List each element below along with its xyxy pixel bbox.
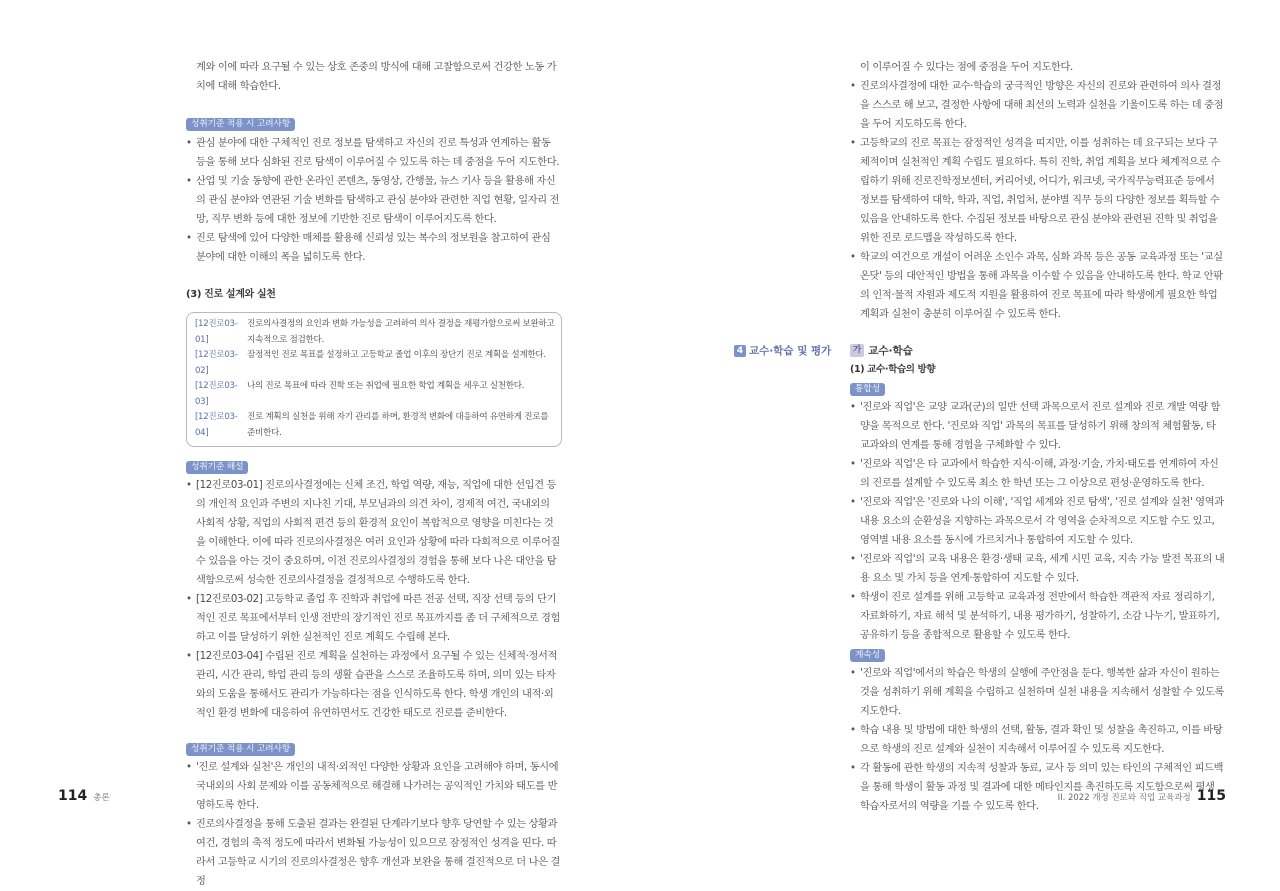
- right-page: [640, 0, 1280, 838]
- list-item: • 고등학교의 진로 목표는 잠정적인 성격을 띠지만, 이를 성취하는 데 요구되는 보다 구체적이며 실천적인 계획 수립도 필요하다. 특히 진학, 취업 계획을 보다 체계적으로 수립하기 위해 진로진학정보센터, 커리어넷, 어디가, 워크넷, 국가직무능력표준 등에서 정보를 탐색하여 대학, 학과, 직업, 취업처, 분야별 직무 등의 다양한 정보를 획득할 수 있음을 안내하도록 한다. 수집된 정보를 바탕으로 관심 분야와 관련된 진학 및 취업을 위한 진로 로드맵을 작성하도록 한다.: [850, 134, 1226, 248]
- list-item: • 진로 탐색에 있어 다양한 매체를 활용해 신뢰성 있는 복수의 정보원을 참고하여 관심 분야에 대한 이해의 폭을 넓히도록 한다.: [186, 229, 562, 267]
- list-item: • '진로와 직업'은 '진로와 나의 이해', '직업 세계와 진로 탐색', '진로 설계와 실천' 영역과 내용 요소의 순환성을 지향하는 과목으로서 각 영역을 순차적으로 지도할 수도 있고, 영역별 내용 요소를 동시에 가르치거나 통합하여 지도할 수 있다.: [850, 493, 1226, 550]
- list-item: • 진로의사결정에 대한 교수·학습의 궁극적인 방향은 자신의 진로와 관련하여 의사 결정을 스스로 해 보고, 결정한 사항에 대해 최선의 노력과 실천을 기울이도록 하는 데 중점을 두어 지도하도록 한다.: [850, 77, 1226, 134]
- consider-tag: 성취기준 적용 시 고려사항: [186, 118, 295, 131]
- list-item: • '진로와 직업'의 교육 내용은 환경·생태 교육, 세계 시민 교육, 지속 가능 발전 목표의 내용 요소 및 가치 등을 연계·통합하여 지도할 수 있다.: [850, 550, 1226, 588]
- list-item: • [12진로03-02] 고등학교 졸업 후 진학과 취업에 따른 전공 선택, 직장 선택 등의 단기적인 진로 목표에서부터 인생 전반의 장기적인 진로 목표까지를 좀 더 구체적으로 경험하고 이를 달성하기 위한 실천적인 진로 계획도 수립해 본다.: [186, 590, 562, 647]
- list-item: • '진로와 직업'에서의 학습은 학생의 실행에 주안점을 둔다. 행복한 삶과 자신이 원하는 것을 성취하기 위해 계획을 수립하고 실천하며 실천 내용을 지속해서 성찰할 수 있도록 지도한다.: [850, 664, 1226, 721]
- standard-item: [195, 348, 555, 379]
- explain-section: [186, 457, 562, 723]
- consider-section-2: [186, 739, 562, 891]
- list-item: • '진로 설계와 실천'은 개인의 내적·외적인 다양한 상황과 요인을 고려해야 하며, 동시에 국내외의 사회 문제와 이를 공동체적으로 해결해 나가려는 공익적인 가치와 태도를 반영하도록 한다.: [186, 758, 562, 815]
- subsection-heading: [850, 343, 913, 358]
- standard-text: 진로의사결정의 요인과 변화 가능성을 고려하여 의사 결정을 재평가함으로써 보완하고 지속적으로 점검한다.: [247, 319, 555, 345]
- list-item: • 산업 및 기술 동향에 관한 온라인 콘텐츠, 동영상, 간행물, 뉴스 기사 등을 활용해 자신의 관심 분야와 연관된 기술 변화를 탐색하고 관심 분야와 관련한 직업 현황, 일자리 전망, 직무 변화 등에 대한 정보에 기반한 진로 탐색이 이루어지도록 한다.: [186, 172, 562, 229]
- continued-paragraph: 이 이루어질 수 있다는 점에 중점을 두어 지도한다.: [860, 62, 1073, 73]
- list-item: • 진로의사결정을 통해 도출된 결과는 완결된 단계라기보다 향후 당연할 수 있는 상황과 여건, 경험의 축적 정도에 따라서 변화될 가능성이 있으므로 잠정적인 성격을 띤다. 따라서 고등학교 시기의 진로의사결정은 향후 개선과 보완을 통해 결진적으로 더 나은 결정: [186, 815, 562, 891]
- page-number: 115: [1196, 788, 1226, 804]
- consider-list: [186, 134, 562, 267]
- left-page: [0, 0, 640, 887]
- page-number: 114: [58, 788, 88, 804]
- continued-paragraph: 계와 이에 따라 요구될 수 있는 상호 존중의 방식에 대해 고찰함으로써 건강한 노동 가치에 대해 학습한다.: [196, 62, 557, 92]
- list-item: • 관심 분야에 대한 구체적인 진로 정보를 탐색하고 자신의 진로 특성과 연계하는 활동 등을 통해 보다 심화된 진로 탐색이 이루어질 수 있도록 하는 데 중점을 두어 지도한다.: [186, 134, 562, 172]
- sub-subheading: (1) 교수·학습의 방향: [850, 364, 936, 375]
- list-item: • 학습 내용 및 방법에 대한 학생의 선택, 활동, 결과 확인 및 성찰을 촉진하고, 이를 바탕으로 학생의 진로 설계와 실천이 지속해서 이루어질 수 있도록 지도한다.: [850, 721, 1226, 759]
- standard-item: [195, 317, 555, 348]
- section-heading: [734, 343, 831, 358]
- explain-tag: 성취기준 해설: [186, 461, 248, 474]
- standard-text: 진로 계획의 실천을 위해 자기 관리를 하며, 환경적 변화에 대응하여 유연하게 진로를 준비한다.: [247, 412, 549, 438]
- standard-code: [12진로03-01]: [195, 319, 238, 345]
- consider-list: [186, 758, 562, 891]
- folio-label: II. 2022 개정 진로와 직업 교육과정: [1057, 793, 1191, 803]
- section-number: 4: [734, 345, 746, 357]
- top-list: [850, 77, 1226, 324]
- section-title: 교수·학습 및 평가: [749, 345, 832, 357]
- consider-tag: 성취기준 적용 시 고려사항: [186, 743, 295, 756]
- list-item: • '진로와 직업'은 타 교과에서 학습한 지식·이해, 과정·기술, 가치·태도를 연계하여 자신의 진로를 설계할 수 있도록 최소 한 학년 또는 그 이상으로 편성·운영하도록 한다.: [850, 455, 1226, 493]
- standard-text: 나의 진로 목표에 따라 진학 또는 취업에 필요한 학업 계획을 세우고 실천한다.: [247, 381, 525, 391]
- subsection-badge: 가: [850, 344, 864, 357]
- list-item: • [12진로03-01] 진로의사결정에는 신체 조건, 학업 역량, 재능, 직업에 대한 선입견 등의 개인적 요인과 주변의 지나친 기대, 부모님과의 의견 차이, 경제적 여건, 국내외의 사회적 상황, 직업의 사회적 편견 등의 환경적 요인이 복합적으로 영향을 미친다는 것을 이해한다. 이에 따라 진로의사결정은 여러 요인과 상황에 따라 다회적으로 이루어질 수 있음을 아는 것이 중요하며, 이전 진로의사결정의 경험을 통해 보다 나은 대안을 탐색함으로써 성숙한 진로의사결정을 결정적으로 수행하도록 한다.: [186, 476, 562, 590]
- list-item: • '진로와 직업'은 교양 교과(군)의 일반 선택 과목으로서 진로 설계와 진로 개발 역량 함양을 목적으로 한다. '진로와 직업' 과목의 목표를 달성하기 위해 창의적 체험활동, 타 교과와의 연계를 통해 경험을 구체화할 수 있다.: [850, 398, 1226, 455]
- right-folio: [1058, 788, 1226, 804]
- standards-box: [186, 312, 562, 447]
- left-folio: [58, 788, 110, 804]
- standard-text: 잠정적인 진로 목표를 설정하고 고등학교 졸업 이후의 장단기 진로 계획을 설계한다.: [247, 350, 546, 360]
- list-item: • [12진로03-04] 수립된 진로 계획을 실천하는 과정에서 요구될 수 있는 신체적·정서적 관리, 시간 관리, 학업 관리 등의 생활 습관을 스스로 조율하도록 하며, 의미 있는 타자와의 도움을 통해서도 관리가 가능하다는 점을 인식하도록 한다. 학생 개인의 내적·외적인 환경 변화에 대응하여 유연하면서도 건강한 태도로 진로를 준비한다.: [186, 647, 562, 723]
- subsection-title: 교수·학습: [868, 345, 913, 357]
- right-column-bottom: [850, 360, 1226, 816]
- integrate-list: [850, 398, 1226, 645]
- standard-item: [195, 410, 555, 441]
- integrate-tag: 통합성: [850, 383, 885, 396]
- standard-code: [12진로03-02]: [195, 350, 238, 376]
- subheading: (3) 진로 설계와 실천: [186, 289, 276, 300]
- standard-code: [12진로03-03]: [195, 381, 238, 407]
- consider-section-1: [186, 114, 562, 267]
- explain-list: [186, 476, 562, 723]
- standard-code: [12진로03-04]: [195, 412, 238, 438]
- right-column-top: [850, 58, 1226, 324]
- folio-label: 총론: [93, 793, 110, 803]
- standard-item: [195, 379, 555, 410]
- list-item: • 각 활동에 관한 학생의 지속적 성찰과 동료, 교사 등 의미 있는 타인의 구체적인 피드백을 통해 학생이 활동 과정 및 결과에 대한 메타인지를 촉진하도록 지도함으로써 평생 학습자로서의 역량을 기를 수 있도록 한다.: [850, 759, 1226, 816]
- list-item: • 학교의 여건으로 개설이 어려운 소인수 과목, 심화 과목 등은 공동 교육과정 또는 '교실온닷' 등의 대안적인 방법을 통해 과목을 이수할 수 있음을 안내하도록 한다. 학교 안팎의 인적·물적 자원과 제도적 지원을 활용하여 진로 목표에 따라 학생에게 필요한 학업 계획과 실천이 충분히 이루어질 수 있도록 한다.: [850, 248, 1226, 324]
- continuity-tag: 계속성: [850, 649, 885, 662]
- list-item: • 학생이 진로 설계를 위해 고등학교 교육과정 전반에서 학습한 객관적 자료 정리하기, 자료화하기, 자료 해석 및 분석하기, 내용 평가하기, 성찰하기, 소감 나누기, 발표하기, 공유하기 등을 종합적으로 활용할 수 있도록 한다.: [850, 588, 1226, 645]
- left-column: [186, 58, 562, 891]
